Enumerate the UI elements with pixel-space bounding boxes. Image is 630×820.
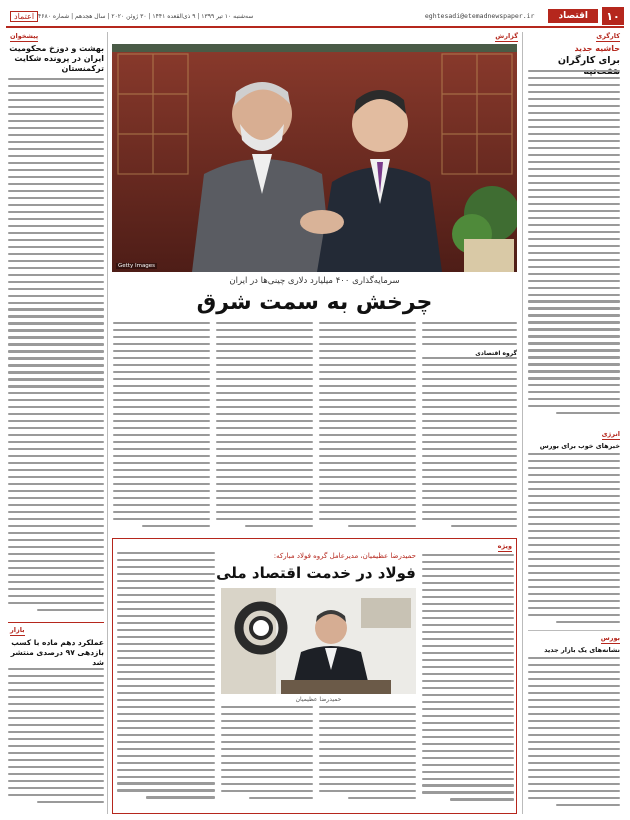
main-section-label: گروه اقتصادی bbox=[422, 350, 517, 357]
left-body-text bbox=[8, 78, 104, 618]
tag-bourse: بورس bbox=[600, 634, 620, 642]
tag-report: گزارش bbox=[495, 32, 518, 40]
tag-market: بازار bbox=[10, 626, 25, 634]
left-headline-1: بهشت و دوزخ محکومیت ایران در پرونده شکایت ترکمنستان bbox=[9, 44, 104, 73]
page-number: ۱۰ bbox=[602, 7, 624, 25]
tag-desk: پیشخوان bbox=[10, 32, 39, 40]
tag-energy: انرژی bbox=[601, 430, 620, 438]
right-headline: برای کارگران bbox=[557, 55, 620, 66]
newspaper-logo: اعتماد bbox=[10, 11, 38, 22]
portrait-caption: حمیدرضا عظیمیان bbox=[295, 696, 342, 703]
feature-body-col-1 bbox=[422, 554, 514, 810]
newspaper-page bbox=[6, 6, 624, 814]
right-subheadline-2: نشانه‌های یک بازار جدید bbox=[544, 646, 620, 654]
right-kicker: حاشیه جدید bbox=[574, 44, 620, 53]
right-body-text-2 bbox=[528, 453, 620, 628]
main-photo bbox=[112, 44, 517, 272]
right-body-text bbox=[528, 70, 620, 426]
main-body-col-4 bbox=[113, 322, 210, 532]
main-kicker: سرمایه‌گذاری ۴۰۰ میلیارد دلاری چینی‌ها در ایران bbox=[229, 276, 400, 286]
column-divider bbox=[522, 32, 523, 814]
divider bbox=[8, 622, 104, 623]
main-headline: چرخش به سمت شرق bbox=[196, 290, 433, 315]
feature-body-col-4 bbox=[117, 552, 215, 810]
masthead bbox=[6, 6, 624, 28]
date-line: سه‌شنبه ۱۰ تیر ۱۳۹۹ | ۹ ذی‌القعده ۱۴۴۱ | ۳۰ ژوئن ۲۰۲۰ | سال هجدهم | شماره ۴۶۸۰ bbox=[38, 12, 254, 20]
column-divider bbox=[107, 32, 108, 814]
portrait-photo bbox=[221, 588, 416, 694]
right-body-text-3 bbox=[528, 657, 620, 812]
portrait-image bbox=[221, 588, 416, 694]
main-body-col-3 bbox=[216, 322, 313, 532]
feature-kicker: حمیدرضا عظیمیان، مدیرعامل گروه فولاد مبارکه: bbox=[273, 552, 416, 560]
feature-body-col-3 bbox=[221, 706, 313, 810]
section-title: اقتصاد bbox=[548, 9, 598, 23]
tag-special: ویژه bbox=[497, 542, 512, 550]
masthead-left bbox=[6, 11, 253, 22]
feature-body-col-2 bbox=[319, 706, 416, 810]
photo-credit: Getty Images bbox=[118, 263, 156, 269]
feature-headline: فولاد در خدمت اقتصاد ملی bbox=[216, 564, 416, 582]
email-address[interactable]: eghtesadi@etemadnewspaper.ir bbox=[424, 12, 535, 20]
tag-labor: کارگری bbox=[596, 32, 620, 40]
divider bbox=[528, 630, 620, 631]
left-headline-2: عملکرد دهم ماده با کسب بازدهی ۹۷ درصدی منتشر شد bbox=[10, 638, 104, 667]
right-subheadline: خبرهای خوب برای بورس bbox=[539, 442, 620, 450]
main-body-col-2 bbox=[319, 322, 416, 532]
masthead-right bbox=[425, 7, 624, 25]
diplomats-handshake-image bbox=[112, 44, 517, 272]
left-body-text-2 bbox=[8, 668, 104, 812]
